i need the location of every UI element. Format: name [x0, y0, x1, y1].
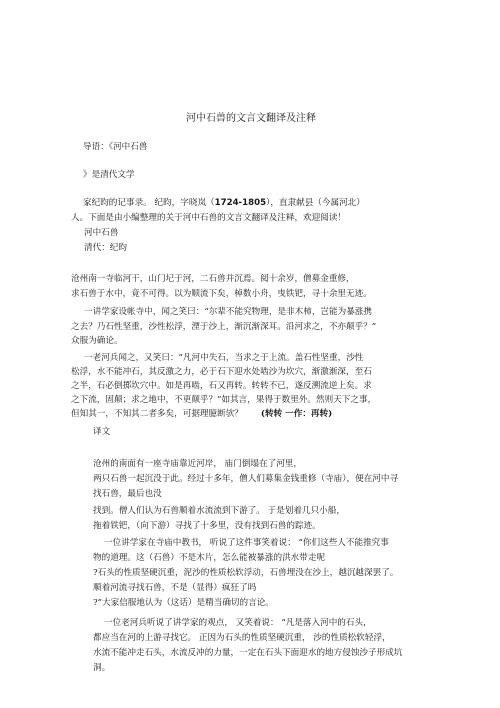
translation-p2-line: 一位讲学家在寺庙中教书， 听说了这件事笑着说： “你们这些人不能推究事 — [104, 538, 389, 548]
translation-p1-line: 找石兽，最后也没 — [93, 489, 162, 499]
translation-heading: 译文 — [93, 427, 111, 437]
intro-line-1-start: 家纪昀的记事录。 纪昀，字晓岚（ — [83, 198, 215, 208]
original-p3-line: 之半，石必倒掷坎穴中。如是再啮，石又再转。转转不已，遂反溯流逆上矣。求 — [71, 381, 372, 391]
intro-line-1 — [83, 198, 365, 208]
original-p1-line: 求石兽于水中，竟不可得。以为顺流下矣，棹数小舟，曳铁钯，寻十余里无迹。 — [71, 289, 372, 299]
original-p1-line: 沧州南一寺临河干，山门圮于河，二石兽并沉焉。阅十余岁，僧募金重修， — [71, 274, 355, 284]
translation-p1-line: 两只石兽一起沉没于此。经过十多年，僧人们募集金钱重修（寺庙），便在河中寻 — [93, 474, 399, 484]
poem-author: 清代：纪昀 — [84, 243, 127, 253]
original-p3-line: 松浮，水不能冲石，其反激之力，必于石下迎水处啮沙为坎穴，渐激渐深，至石 — [71, 367, 372, 377]
document-title: 河中石兽的文言文翻译及注释 — [186, 113, 316, 124]
translation-p2-line: ?石头的性质坚硬沉重，泥沙的性质松软浮动，石兽埋没在沙上，越沉越深罢了。 — [93, 568, 399, 578]
translation-p3-line: 水流不能冲走石头，水流反冲的力量，一定在石头下面迎水的地方侵蚀沙子形成坑 — [93, 648, 403, 658]
translation-p3-line: 一位老河兵听说了讲学家的观点， 又笑着说： “凡是落入河中的石头， — [104, 618, 372, 628]
original-p3-line — [71, 409, 332, 419]
original-p3-last-text: 但知其一，不知其二者多矣，可据理臆断欤？ — [71, 409, 243, 419]
original-p2-line: 一讲学家设帐寺中，闻之笑曰：“尔辈不能究物理，是非木柿，岂能为暴涨携 — [84, 307, 372, 317]
translation-p1-line: 拖着铁钯，（向下游）寻找了十多里，没有找到石兽的踪迹。 — [93, 521, 321, 531]
translation-p3-line: 洞。 — [93, 663, 111, 673]
original-variant-note: (转转 一作：再转) — [260, 409, 333, 419]
translation-p2-line: 物的道理。这（石兽）不是木片，怎么能被暴涨的洪水带走呢 — [93, 553, 326, 563]
original-p3-line: 一老河兵闻之，又笑曰：“凡河中失石，当求之于上流。盖石性坚重，沙性 — [84, 353, 364, 363]
poem-heading: 河中石兽 — [84, 228, 119, 238]
intro-guide: 导语：《河中石兽 — [83, 142, 148, 152]
original-p3-line: 之下流，固颠；求之地中，不更颠乎？”如其言，果得于数里外。然则天下之事， — [71, 395, 377, 405]
translation-p2-line: 顺着河流寻找石兽，不是（显得）疯狂了吗 — [93, 583, 257, 593]
translation-p3-line: 都应当在河的上游寻找它。 正因为石头的性质坚硬沉重， 沙的性质松软轻浮， — [93, 633, 391, 643]
translation-p2-line: ?”大家信服地认为（这话）是精当确切的言论。 — [93, 598, 274, 608]
original-p2-line: 之去？乃石性坚重，沙性松浮，湮于沙上，渐沉渐深耳。沿河求之，不亦颠乎？” — [71, 322, 377, 332]
intro-line-2: 人。下面是由小编整理的关于河中石兽的文言文翻译及注释，欢迎阅读！ — [71, 213, 347, 223]
translation-p1-line: 沧州的南面有一座寺庙靠近河岸， 庙门倒塌在了河里， — [93, 459, 302, 469]
intro-era: 》是清代文学 — [83, 170, 135, 180]
translation-p1-line: 找到。僧人们认为石兽顺着水流流到下游了。 于是划着几只小船， — [93, 506, 345, 516]
intro-years: 1724-1805 — [214, 198, 267, 208]
intro-line-1-end: ），直隶献县（今属河北） — [266, 198, 365, 208]
original-p2-line: 众服为确论。 — [71, 336, 123, 346]
